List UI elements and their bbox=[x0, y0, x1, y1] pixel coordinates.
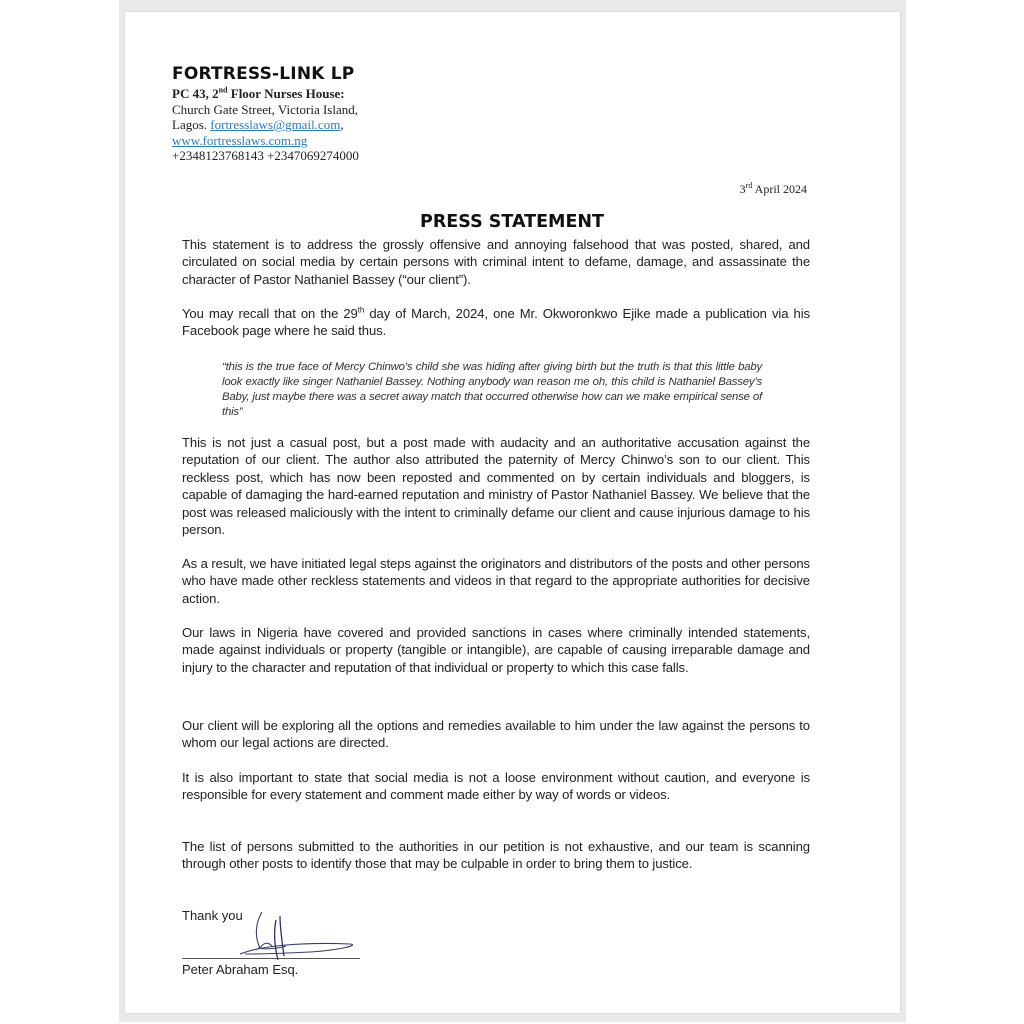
date-day-sup: rd bbox=[745, 181, 753, 190]
paragraph-2-pre: You may recall that on the 29 bbox=[182, 306, 358, 321]
address-line-1-pre: PC 43, 2 bbox=[172, 86, 219, 101]
website-link[interactable]: www.fortresslaws.com.ng bbox=[172, 132, 308, 148]
address-line-1 bbox=[172, 86, 359, 102]
quoted-post: “this is the true face of Mercy Chinwo’s child she was hiding after giving birth but the truth is that this little baby look exactly like singer Nathaniel Bassey. Nothing anybody wan reason me oh, this child is Nathaniel Bassey’s Baby, just maybe there was a secret away match that occurred otherwise how can we make empirical sense of this” bbox=[222, 361, 762, 418]
signatory-name: Peter Abraham Esq. bbox=[182, 962, 299, 977]
address-city: Lagos. bbox=[172, 117, 211, 132]
statement-date bbox=[740, 182, 807, 197]
address-line-1-sup: nd bbox=[218, 85, 228, 95]
paragraph-3: This is not just a casual post, but a post made with audacity and an authoritative accusation against the reputation of our client. The author also attributed the paternity of Mercy Chinwo’s son to our client. This reckless post, which has now been reposted and commented on by certain individuals and bloggers, is capable of damaging the hard-earned reputation and ministry of Pastor Nathaniel Bassey. We believe that the post was released maliciously with the intent to criminally defame our client and cause injurious damage to his person. bbox=[182, 435, 810, 538]
paragraph-5: Our laws in Nigeria have covered and provided sanctions in cases where criminally intended statements, made against individuals or property (tangible or intangible), are capable of causing irreparable damage and injury to the character and reputation of that individual or property to which this case falls. bbox=[182, 625, 810, 675]
paragraph-4: As a result, we have initiated legal steps against the originators and distributors of the posts and other persons who have made other reckless statements and videos in that regard to the appropriate authorities for decisive action. bbox=[182, 556, 810, 606]
phone-numbers: +2348123768143 +2347069274000 bbox=[172, 148, 359, 163]
paragraph-7: It is also important to state that social media is not a loose environment without caution, and everyone is responsible for every statement and comment made either by way of words or videos. bbox=[182, 770, 810, 803]
firm-name: FORTRESS-LINK LP bbox=[172, 64, 355, 84]
paragraph-2-sup: th bbox=[357, 305, 365, 315]
letterhead bbox=[172, 64, 359, 164]
signature-line bbox=[182, 958, 360, 959]
paragraph-6: Our client will be exploring all the options and remedies available to him under the law against the persons to whom our legal actions are directed. bbox=[182, 718, 810, 751]
email-link[interactable]: fortresslaws@gmail.com bbox=[210, 117, 341, 132]
address-line-1-post: Floor Nurses House: bbox=[227, 86, 345, 101]
paragraph-8: The list of persons submitted to the authorities in our petition is not exhaustive, and our team is scanning through other posts to identify those that may be culpable in order to bring them to justice. bbox=[182, 839, 810, 872]
comma: , bbox=[340, 117, 344, 132]
paragraph-2 bbox=[182, 305, 810, 340]
date-rest: April 2024 bbox=[752, 182, 807, 196]
address-line-3 bbox=[172, 117, 359, 133]
handwritten-signature bbox=[220, 912, 370, 968]
date-day: 3 bbox=[739, 182, 746, 196]
document-title: PRESS STATEMENT bbox=[420, 212, 604, 232]
paragraph-2-post: day of March, 2024, one Mr. Okworonkwo Ejike made a publication via his Facebook page where he said thus. bbox=[182, 306, 810, 339]
address-line-2: Church Gate Street, Victoria Island, bbox=[172, 101, 358, 117]
website-line bbox=[172, 133, 359, 149]
closing-thanks: Thank you bbox=[182, 908, 243, 923]
paragraph-1: This statement is to address the grossly offensive and annoying falsehood that was posted, shared, and circulated on social media by certain persons with criminal intent to defame, damage, and assassinate the character of Pastor Nathaniel Bassey (“our client”). bbox=[182, 237, 810, 287]
